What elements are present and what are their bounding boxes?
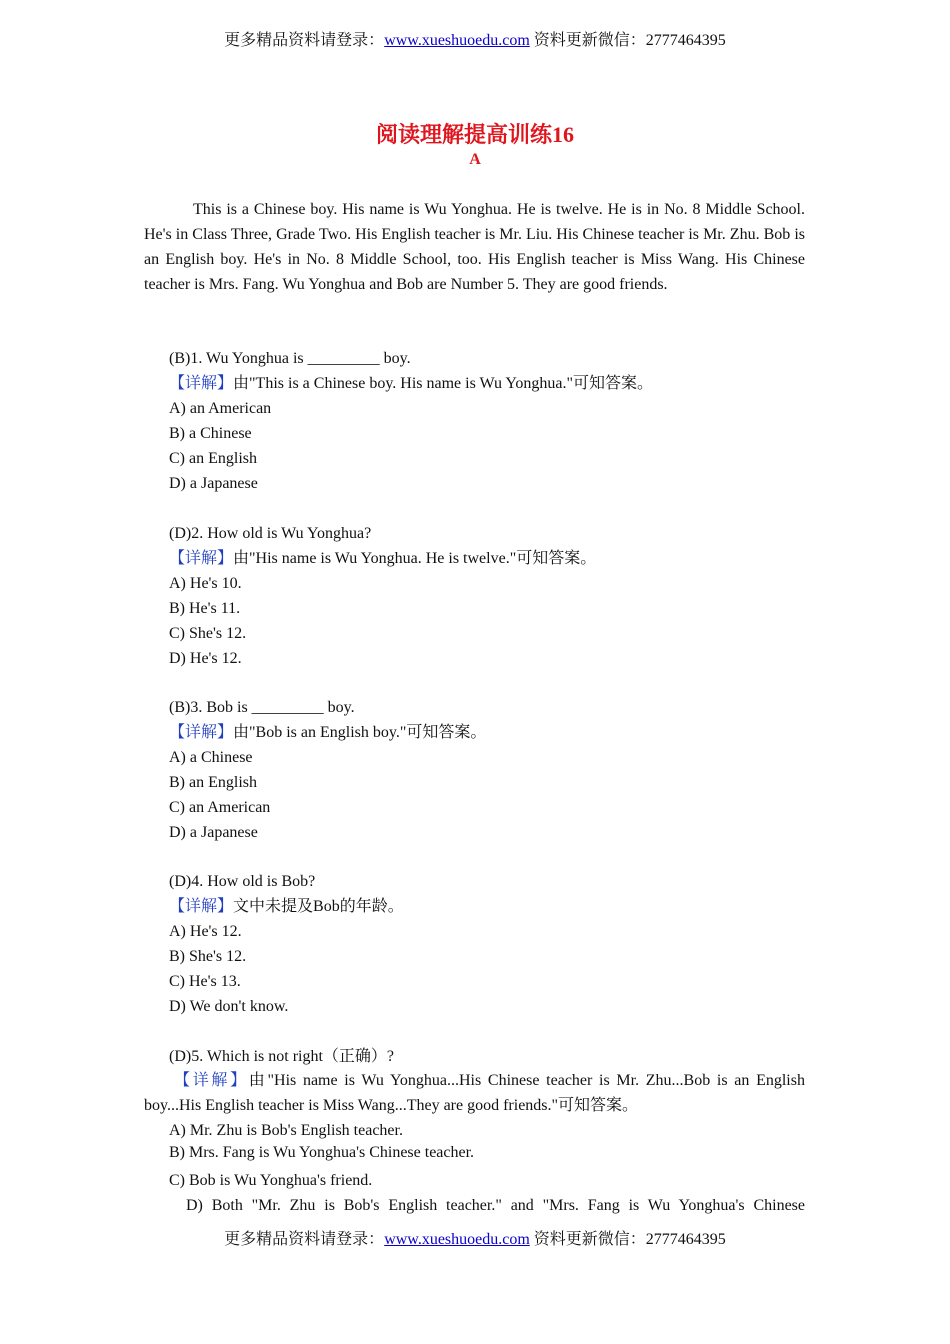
explanation-text: 由"His name is Wu Yonghua. He is twelve."可知答案。 [233,550,597,567]
reading-passage: This is a Chinese boy. His name is Wu Yonghua. He is twelve. He is in No. 8 Middle School. He's in Class Three, Grade Two. His English teacher is Mr. Liu. His Chinese teacher is Mr. Zhu. Bob is an English boy. He's in No. 8 Middle School, too. His English teacher is Miss Wang. His Chinese teacher is Mrs. Fang. Wu Yonghua and Bob are Number 5. They are good friends. [144,201,805,293]
header-prefix: 更多精品资料请登录： [224,32,385,49]
explanation-4 [169,894,404,919]
footer-prefix: 更多精品资料请登录： [224,1231,385,1248]
explanation-text: 由"This is a Chinese boy. His name is Wu Yonghua."可知答案。 [233,375,653,392]
question-3: (B)3. Bob is _________ boy. [169,699,355,716]
explain-label: 【详解】 [169,724,234,741]
option-1d: D) a Japanese [169,475,258,492]
option-1b: B) a Chinese [169,425,252,442]
option-1a: A) an American [169,400,272,417]
option-3d: D) a Japanese [169,824,258,841]
explanation-text: 由"His name is Wu Yonghua...His Chinese teacher is Mr. Zhu...Bob is an English boy...His English teacher is Miss Wang...They are good friends."可知答案。 [144,1072,805,1114]
option-4b: B) She's 12. [169,948,247,965]
option-2a: A) He's 10. [169,575,242,592]
explanation-2 [169,546,596,571]
option-4a: A) He's 12. [169,923,242,940]
option-2c: C) She's 12. [169,625,247,642]
header-suffix: 资料更新微信：2777464395 [529,32,726,49]
page-header [0,31,950,51]
footer-suffix: 资料更新微信：2777464395 [529,1231,726,1248]
option-3a: A) a Chinese [169,749,253,766]
section-label: A [469,151,481,168]
page-footer [0,1230,950,1250]
explanation-text: 文中未提及Bob的年龄。 [233,898,404,915]
document-title: 阅读理解提高训练16 [375,122,574,147]
explain-label: 【详解】 [169,898,234,915]
option-5a: A) Mr. Zhu is Bob's English teacher. [169,1122,403,1139]
explain-label: 【详解】 [174,1072,249,1089]
option-4d: D) We don't know. [169,998,289,1015]
option-3b: B) an English [169,774,257,791]
explain-label: 【详解】 [169,550,234,567]
explanation-5 [144,1068,805,1118]
question-1: (B)1. Wu Yonghua is _________ boy. [169,350,411,367]
option-3c: C) an American [169,799,271,816]
question-4: (D)4. How old is Bob? [169,873,316,890]
question-2: (D)2. How old is Wu Yonghua? [169,525,372,542]
option-5c: C) Bob is Wu Yonghua's friend. [169,1172,373,1189]
explain-label: 【详解】 [169,375,234,392]
header-link[interactable]: www.xueshuoedu.com [384,32,530,49]
option-1c: C) an English [169,450,257,467]
option-2b: B) He's 11. [169,600,241,617]
option-5d: D) Both "Mr. Zhu is Bob's English teacher." and "Mrs. Fang is Wu Yonghua's Chinese [186,1197,805,1214]
option-5b: B) Mrs. Fang is Wu Yonghua's Chinese teacher. [169,1144,475,1161]
explanation-1 [169,371,653,396]
footer-link[interactable]: www.xueshuoedu.com [384,1231,530,1248]
explanation-text: 由"Bob is an English boy."可知答案。 [233,724,487,741]
option-2d: D) He's 12. [169,650,242,667]
question-5: (D)5. Which is not right（正确）? [169,1048,395,1065]
explanation-3 [169,720,486,745]
option-4c: C) He's 13. [169,973,241,990]
